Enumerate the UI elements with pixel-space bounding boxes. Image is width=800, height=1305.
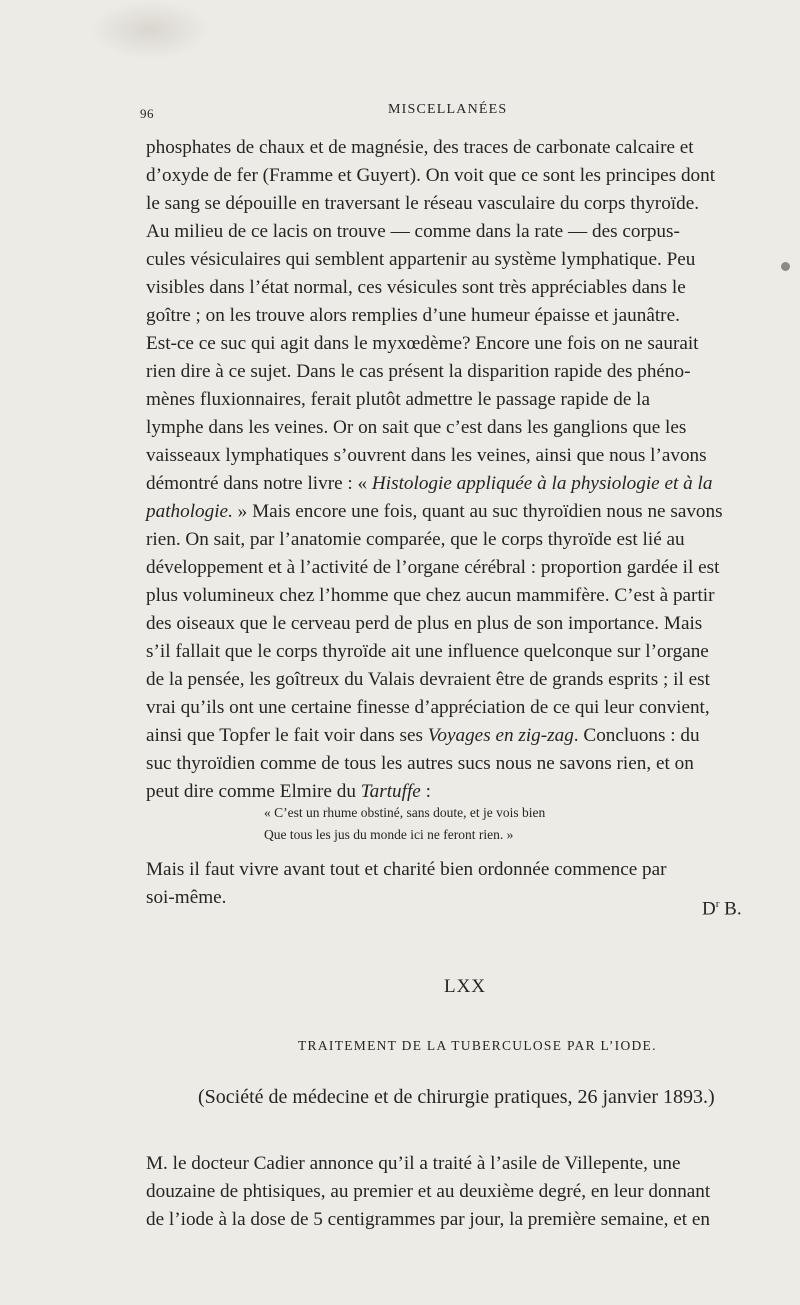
running-title: MISCELLANÉES (388, 102, 508, 117)
text-line: suc thyroïdien comme de tous les autres sucs nous ne savons rien, et on (146, 753, 694, 774)
text-line: mènes fluxionnaires, ferait plutôt admettre le passage rapide de la (146, 389, 651, 410)
text-line: douzaine de phtisiques, au premier et au deuxième degré, en leur donnant (146, 1181, 711, 1202)
text-line: vaisseaux lymphatiques s’ouvrent dans les veines, ainsi que nous l’avons (146, 445, 707, 466)
text-line: Mais il faut vivre avant tout et charité bien ordonnée commence par (146, 859, 667, 880)
text-line: cules vésiculaires qui semblent appartenir au système lymphatique. Peu (146, 249, 696, 270)
text-line: des oiseaux que le cerveau perd de plus en plus de son importance. Mais (146, 613, 703, 634)
section-paragraph (146, 1150, 768, 1234)
text-segment: » Mais encore une fois, quant au suc thyroïdien nous ne savons (232, 501, 723, 522)
signature-superscript: r (715, 898, 720, 910)
play-title-italic: Tartuffe (360, 781, 421, 802)
section-number: LXX (443, 976, 487, 997)
quote-line: Que tous les jus du monde ici ne feront rien. » (264, 827, 514, 842)
text-line: vrai qu’ils ont une certaine finesse d’appréciation de ce qui leur convient, (146, 697, 710, 718)
section-source: (Société de médecine et de chirurgie pratiques, 26 janvier 1893.) (198, 1086, 715, 1108)
text-line: le sang se dépouille en traversant le réseau vasculaire du corps thyroïde. (146, 193, 700, 214)
text-line: phosphates de chaux et de magnésie, des traces de carbonate calcaire et (146, 137, 694, 158)
text-line: développement et à l’activité de l’organe cérébral : proportion gardée il est (146, 557, 720, 578)
text-line (146, 498, 768, 526)
text-line: visibles dans l’état normal, ces vésicules sont très appréciables dans le (146, 277, 686, 298)
book-title-italic: Voyages en zig-zag (427, 725, 574, 746)
paper-stain (90, 0, 210, 60)
text-line (146, 470, 768, 498)
author-signature (702, 898, 742, 920)
text-line: lymphe dans les veines. Or on sait que c’est dans les ganglions que les (146, 417, 687, 438)
text-line: s’il fallait que le corps thyroïde ait une influence quelconque sur l’organe (146, 641, 709, 662)
text-line: M. le docteur Cadier annonce qu’il a traité à l’asile de Villepente, une (146, 1153, 681, 1174)
signature-prefix: D (702, 898, 716, 920)
text-line: rien. On sait, par l’anatomie comparée, que le corps thyroïde est lié au (146, 529, 685, 550)
text-line: Est-ce ce suc qui agit dans le myxœdème? Encore une fois on ne saurait (146, 333, 699, 354)
closing-paragraph (146, 856, 768, 912)
text-segment: . Concluons : du (573, 725, 700, 746)
text-line: soi-même. (146, 887, 227, 908)
text-segment: ainsi que Topfer le fait voir dans ses (146, 725, 428, 746)
page-number: 96 (140, 106, 154, 121)
text-segment: : (420, 781, 431, 802)
text-segment: peut dire comme Elmire du (146, 781, 361, 802)
text-line: de l’iode à la dose de 5 centigrammes par jour, la première semaine, et en (146, 1209, 710, 1230)
text-line: rien dire à ce sujet. Dans le cas présent la disparition rapide des phéno- (146, 361, 691, 382)
section-title: TRAITEMENT DE LA TUBERCULOSE PAR L’IODE. (298, 1038, 657, 1053)
text-segment: démontré dans notre livre : « (146, 473, 372, 494)
book-title-italic: Histologie appliquée à la physiologie et à la (371, 473, 713, 494)
verse-quotation (264, 802, 545, 846)
signature-name: B. (719, 898, 742, 920)
text-line: de la pensée, les goîtreux du Valais devraient être de grands esprits ; il est (146, 669, 710, 690)
text-line: plus volumineux chez l’homme que chez aucun mammifère. C’est à partir (146, 585, 715, 606)
text-line: d’oxyde de fer (Framme et Guyert). On voit que ce sont les principes dont (146, 165, 716, 186)
ink-speck (781, 262, 790, 271)
text-line: goître ; on les trouve alors remplies d’une humeur épaisse et jaunâtre. (146, 305, 680, 326)
text-line (146, 722, 768, 750)
main-paragraph (146, 134, 768, 806)
book-title-italic: pathologie. (146, 501, 233, 522)
text-line: Au milieu de ce lacis on trouve — comme dans la rate — des corpus- (146, 221, 680, 242)
quote-line: « C’est un rhume obstiné, sans doute, et je vois bien (264, 805, 546, 820)
